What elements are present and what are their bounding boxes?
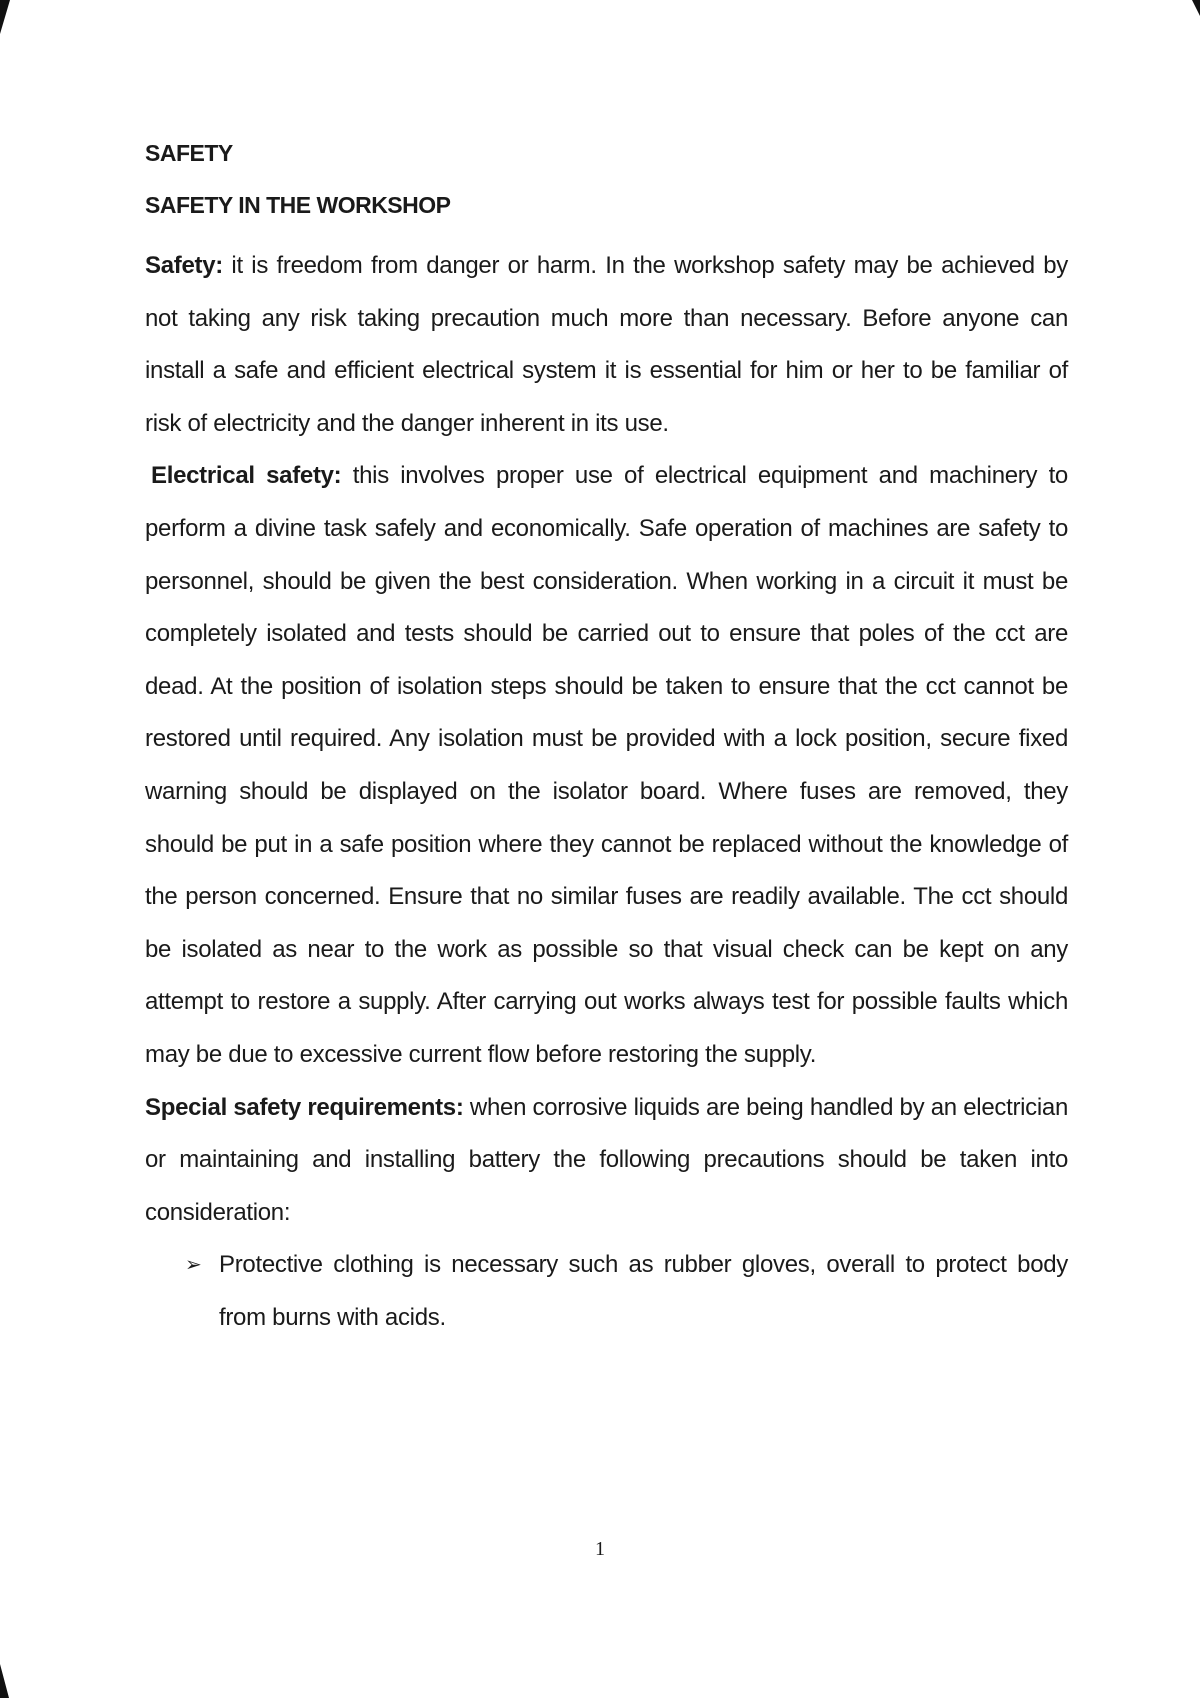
scan-corner-top-right [1192, 0, 1200, 16]
list-item-text: Protective clothing is necessary such as rubber gloves, overall to protect body from burns with acids. [219, 1251, 1068, 1331]
paragraph-lead: Safety: [145, 252, 223, 279]
heading-safety: SAFETY [145, 140, 233, 166]
scan-corner-top-left [0, 0, 10, 34]
paragraph-lead: Electrical safety: [151, 462, 342, 490]
paragraph-special-safety [145, 1082, 1068, 1240]
list-item [185, 1239, 1068, 1344]
arrow-bullet-icon: ➢ [185, 1254, 202, 1277]
page-number: 1 [595, 1538, 605, 1560]
paragraph-safety [145, 240, 1068, 450]
paragraph-body: this involves proper use of electrical equipment and machinery to perform a divine task safely and economically. Safe operation of machines are safety to personnel, should be given the best consideration. When working in a circuit it must be completely isolated and tests should be carried out to ensure that poles of the cct are dead. At the position of isolation steps should be taken to ensure that the cct cannot be restored until required. Any isolation must be provided with a lock position, secure fixed warning should be displayed on the isolator board. Where fuses are removed, they should be put in a safe position where they cannot be replaced without the knowledge of the person concerned. Ensure that no similar fuses are readily available. The cct should be isolated as near to the work as possible so that visual check can be kept on any attempt to restore a supply. After carrying out works always test for possible faults which may be due to excessive current flow before restoring the supply. [145, 462, 1068, 1068]
scan-corner-bottom-left [0, 1664, 9, 1698]
paragraph-electrical-safety [145, 450, 1068, 1081]
paragraph-lead: Special safety requirements: [145, 1093, 464, 1121]
document-page [145, 136, 1068, 1344]
paragraph-body: when corrosive liquids are being handled by an electrician or maintaining and installing battery the following precautions should be taken into consideration: [145, 1093, 1068, 1226]
heading-safety-in-workshop: SAFETY IN THE WORKSHOP [145, 192, 451, 218]
paragraph-body: it is freedom from danger or harm. In the workshop safety may be achieved by not taking any risk taking precaution much more than necessary. Before anyone can install a safe and efficient electrical system it is essential for him or her to be familiar of risk of electricity and the danger inherent in its use. [145, 252, 1068, 437]
precautions-list [145, 1239, 1068, 1344]
